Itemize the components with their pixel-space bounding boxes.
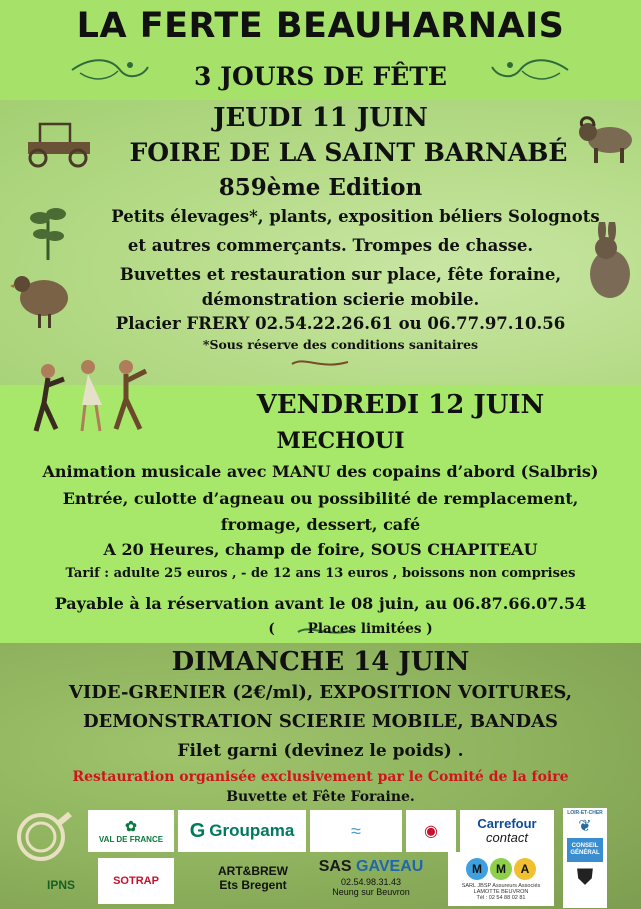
friday-price: Tarif : adulte 25 euros , - de 12 ans 13 euros , boissons non comprises	[65, 566, 576, 581]
sunday-line: Buvette et Fête Foraine.	[226, 789, 415, 805]
friday-event: MECHOUI	[276, 428, 405, 454]
coat-of-arms-icon: ⛊	[576, 864, 594, 889]
hunting-horn-icon	[10, 806, 72, 868]
page-title: LA FERTE BEAUHARNAIS	[76, 6, 565, 46]
sunday-heading: DIMANCHE 14 JUIN	[171, 647, 470, 677]
cg-region: LOIR-ET-CHER	[567, 810, 603, 816]
cg-blazon-icon: ❦	[578, 818, 592, 835]
thursday-note: *Sous réserve des conditions sanitaires	[202, 337, 479, 352]
sponsor-gaveau	[304, 852, 438, 904]
gaveau-name	[319, 858, 424, 876]
friday-line: A 20 Heures, champ de foire, SOUS CHAPITEAU	[103, 540, 538, 559]
friday-reservation: Payable à la réservation avant le 08 juin, au 06.87.66.07.54	[54, 594, 587, 613]
sunday-line: Filet garni (devinez le poids) .	[177, 741, 464, 761]
totalenergies-logo-icon: ◉	[424, 823, 438, 840]
groupama-label: Groupama	[209, 821, 295, 840]
carrefour-label: Carrefour	[477, 815, 537, 831]
page-subtitle: 3 JOURS DE FÊTE	[194, 62, 447, 91]
flourish-divider-icon	[290, 356, 350, 372]
sponsor-carrefour	[460, 810, 554, 852]
mma-letter: M	[490, 858, 512, 880]
thursday-heading: JEUDI 11 JUIN	[213, 103, 428, 133]
sponsor-mma	[448, 852, 554, 906]
thursday-event: FOIRE DE LA SAINT BARNABÉ	[129, 138, 568, 167]
thursday-line: Buvettes et restauration sur place, fête foraine,	[119, 265, 562, 284]
thursday-edition: 859ème Edition	[218, 174, 423, 201]
ipns-label: IPNS	[47, 878, 76, 892]
gaveau-brand: GAVEAU	[356, 858, 424, 876]
gaveau-town: Neung sur Beuvron	[332, 887, 410, 898]
sponsor-artbrew	[204, 858, 302, 898]
mma-letter: A	[514, 858, 536, 880]
gaveau-prefix: SAS	[318, 858, 357, 876]
friday-note: ( Places limitées )	[268, 621, 433, 637]
carrefour-sub-label: contact	[486, 830, 528, 845]
sunday-warning: Restauration organisée exclusivement par le Comité de la foire	[72, 769, 569, 785]
artbrew-company: Ets Bregent	[219, 878, 287, 892]
credit-agricole-label: VAL DE FRANCE	[98, 835, 164, 844]
gaveau-phone: 02.54.98.31.43	[340, 876, 402, 887]
sponsor-totalenergies	[406, 810, 456, 852]
hydro-logo-icon: ≈	[351, 820, 361, 841]
sponsor-credit-agricole	[88, 810, 174, 852]
friday-heading: VENDREDI 12 JUIN	[256, 390, 545, 420]
sunday-line: DEMONSTRATION SCIERIE MOBILE, BANDAS	[82, 711, 559, 732]
thursday-line: démonstration scierie mobile.	[201, 290, 480, 309]
sponsor-panel	[88, 806, 554, 906]
thursday-line: Petits élevages*, plants, exposition béliers Solognots	[111, 207, 600, 226]
sponsor-sotrap	[98, 858, 174, 904]
friday-line: Animation musicale avec MANU des copains d’abord (Salbris)	[42, 462, 599, 481]
credit-agricole-logo-icon: ✿	[125, 818, 137, 834]
mma-letter: M	[466, 858, 488, 880]
artbrew-name: ART&BREW	[218, 863, 288, 878]
friday-line: fromage, dessert, café	[220, 515, 421, 534]
thursday-contact: Placier FRERY 02.54.22.26.61 ou 06.77.97.10.56	[115, 314, 566, 333]
sunday-line: VIDE-GRENIER (2€/ml), EXPOSITION VOITURES,	[68, 682, 573, 703]
sotrap-label: SOTRAP	[113, 875, 159, 887]
conseil-general-logo	[563, 808, 607, 908]
mma-agency: SARL JBSP Assureurs Associés LAMOTTE BEUVRON	[461, 882, 541, 895]
mma-logo	[466, 858, 536, 880]
friday-line: Entrée, culotte d’agneau ou possibilité de remplacement,	[62, 489, 579, 508]
thursday-line: et autres commerçants. Trompes de chasse.	[127, 236, 534, 255]
mma-phone: Tél : 02 54 88 02 81	[476, 894, 526, 901]
sponsor-hydro	[310, 810, 402, 852]
groupama-logo-icon: G	[189, 819, 206, 842]
sponsor-groupama	[178, 810, 306, 852]
cg-badge: CONSEIL GÉNÉRAL	[567, 838, 603, 862]
